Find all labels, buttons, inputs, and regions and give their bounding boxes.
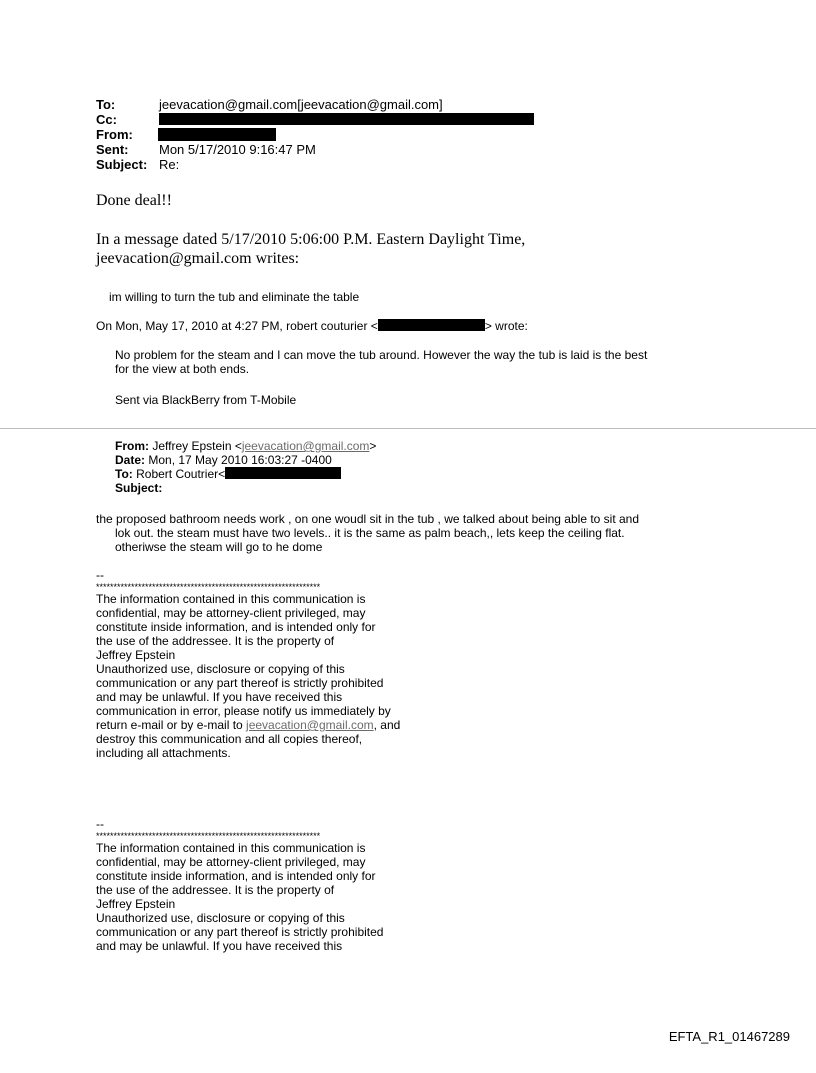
on-date-prefix: On Mon, May 17, 2010 at 4:27 PM, robert couturier < (96, 319, 378, 333)
message-line2: lok out. the steam must have two levels.. it is the same as palm beach,, lets keep the ceiling flat. (115, 526, 625, 540)
robert-signature: Sent via BlackBerry from T-Mobile (115, 393, 297, 407)
disclaimer-stars: **************************************************************** (96, 582, 321, 592)
document-id: EFTA_R1_01467289 (668, 1029, 790, 1044)
sent-label: Sent: (96, 142, 129, 157)
redaction-robert-email (378, 319, 485, 331)
header-to-row (96, 98, 443, 111)
disclaimer-line: constitute inside information, and is intended only for (96, 620, 376, 634)
fwd-from-name: Jeffrey Epstein < (152, 439, 242, 453)
from-label: From: (96, 127, 133, 142)
disclaimer-line: Unauthorized use, disclosure or copying of this (96, 911, 345, 925)
quote-intro-line2: jeevacation@gmail.com writes: (96, 250, 300, 267)
redaction-from (158, 128, 276, 141)
disclaimer-line: the use of the addressee. It is the property of (96, 883, 335, 897)
redaction-fwd-to (225, 467, 341, 479)
disclaimer-email-link[interactable]: jeevacation@gmail.com (246, 718, 374, 732)
disclaimer-line: destroy this communication and all copies thereof, (96, 732, 363, 746)
fwd-subject-label: Subject: (115, 481, 163, 495)
disclaimer-stars: **************************************************************** (96, 831, 321, 841)
disclaimer-line-post: , and (373, 718, 401, 732)
disclaimer-dash: -- (96, 817, 104, 831)
reply-text: Done deal!! (96, 192, 172, 209)
subject-value: Re: (159, 157, 180, 172)
disclaimer-line: The information contained in this communication is (96, 592, 366, 606)
header-subject-row (96, 158, 179, 171)
disclaimer-line-pre: return e-mail or by e-mail to (96, 718, 247, 732)
fwd-to-row (115, 467, 341, 481)
header-cc-row (96, 113, 159, 126)
on-date-suffix: > wrote: (484, 319, 528, 333)
fwd-date-row (115, 453, 332, 467)
to-value: jeevacation@gmail.com[jeevacation@gmail.com] (159, 97, 443, 112)
disclaimer-line: the use of the addressee. It is the property of (96, 634, 335, 648)
disclaimer-line: communication or any part thereof is strictly prohibited (96, 925, 384, 939)
header-from-row (96, 128, 159, 141)
disclaimer-line: and may be unlawful. If you have received this (96, 939, 343, 953)
robert-line2: for the view at both ends. (115, 362, 250, 376)
redaction-cc (159, 113, 534, 125)
disclaimer-line: Jeffrey Epstein (96, 897, 176, 911)
fwd-subject-row (115, 481, 162, 495)
to-label: To: (96, 97, 116, 112)
message-line3: otheriwse the steam will go to he dome (115, 540, 323, 554)
disclaimer-dash: -- (96, 568, 104, 582)
fwd-date-value: Mon, 17 May 2010 16:03:27 -0400 (148, 453, 332, 467)
robert-line1: No problem for the steam and I can move the tub around. However the way the tub is laid is the best (115, 348, 648, 362)
disclaimer-line: communication in error, please notify us immediately by (96, 704, 391, 718)
disclaimer-line: constitute inside information, and is intended only for (96, 869, 376, 883)
sent-value: Mon 5/17/2010 9:16:47 PM (159, 142, 316, 157)
disclaimer-line: Jeffrey Epstein (96, 648, 176, 662)
disclaimer-line: Unauthorized use, disclosure or copying of this (96, 662, 345, 676)
on-date-line (96, 319, 528, 333)
disclaimer-line: The information contained in this communication is (96, 841, 366, 855)
disclaimer-line: communication or any part thereof is strictly prohibited (96, 676, 384, 690)
fwd-from-email-link[interactable]: jeevacation@gmail.com (241, 439, 370, 453)
disclaimer-line: confidential, may be attorney-client privileged, may (96, 855, 366, 869)
disclaimer-line: including all attachments. (96, 746, 231, 760)
subject-label: Subject: (96, 157, 148, 172)
disclaimer-line-with-link (96, 718, 436, 732)
header-sent-row (96, 143, 316, 156)
disclaimer-block-1 (96, 568, 436, 760)
jeffrey-reply: im willing to turn the tub and eliminate the table (109, 290, 360, 304)
divider-line (0, 428, 816, 429)
fwd-from-row (115, 439, 376, 453)
disclaimer-block-2 (96, 817, 436, 953)
cc-label: Cc: (96, 112, 117, 127)
fwd-from-close: > (369, 439, 377, 453)
fwd-to-value: Robert Coutrier< (136, 467, 226, 481)
disclaimer-line: and may be unlawful. If you have received this (96, 690, 343, 704)
message-line1: the proposed bathroom needs work , on one woudl sit in the tub , we talked about being able to sit and (96, 512, 640, 526)
quote-intro-line1: In a message dated 5/17/2010 5:06:00 P.M. Eastern Daylight Time, (96, 231, 526, 248)
fwd-to-label: To: (115, 467, 133, 481)
fwd-date-label: Date: (115, 453, 146, 467)
fwd-from-label: From: (115, 439, 149, 453)
disclaimer-line: confidential, may be attorney-client privileged, may (96, 606, 366, 620)
